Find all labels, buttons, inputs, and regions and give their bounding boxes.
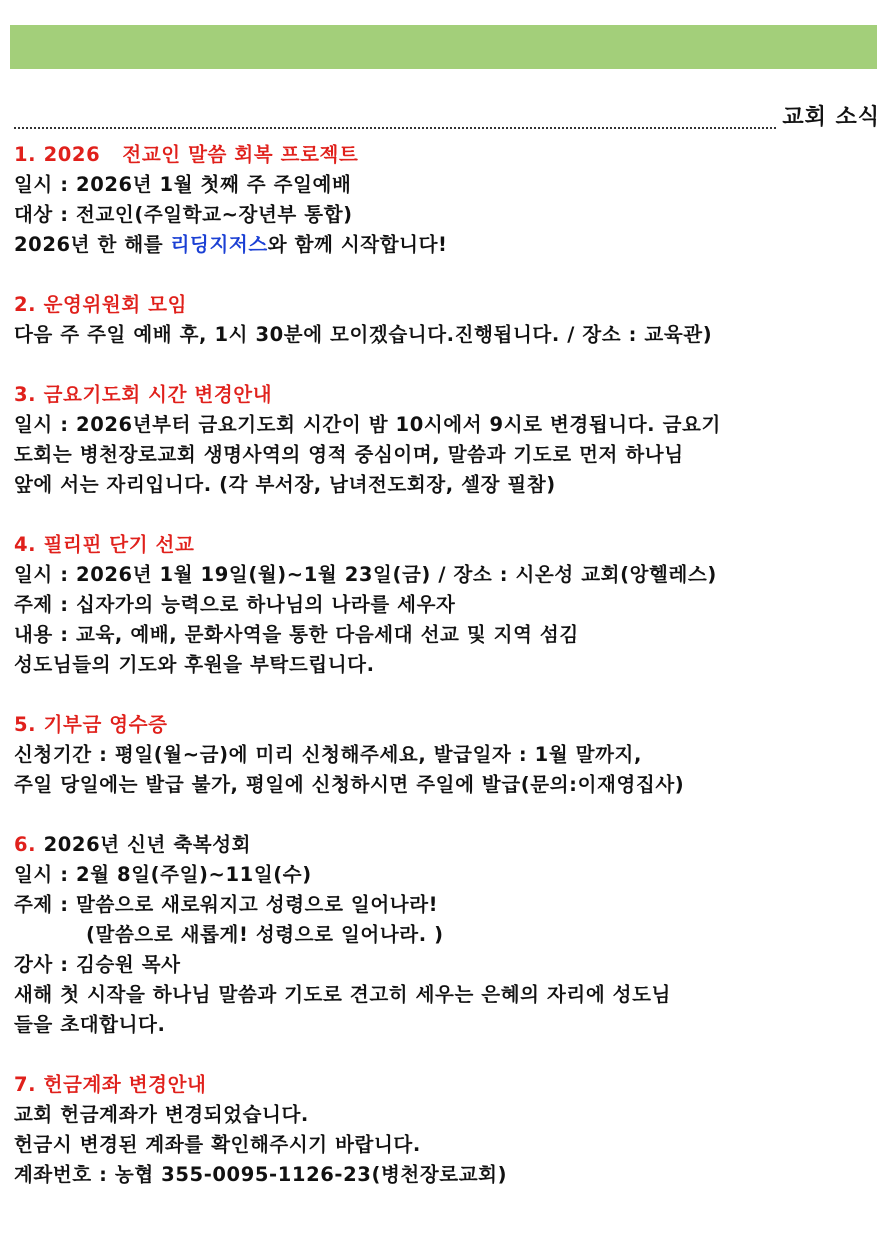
section-line: 주일 당일에는 발급 불가, 평일에 신청하시면 주일에 발급(문의:이재영집사) [14,773,685,796]
section-line: 신청기간 : 평일(월~금)에 미리 신청해주세요, 발급일자 : 1월 말까지, [14,743,642,766]
section-heading: 2. 운영위원회 모임 [14,293,188,316]
header-band [10,25,877,69]
section-line: 일시 : 2026년부터 금요기도회 시간이 밤 10시에서 9시로 변경됩니다. 금요기 [14,413,721,436]
line-text: 2026년 한 해를 [14,233,171,256]
section-line: 일시 : 2026년 1월 첫째 주 주일예배 [14,173,352,196]
section-line: 교회 헌금계좌가 변경되었습니다. [14,1103,309,1126]
news-section-2 [14,290,880,350]
section-heading: 1. 2026 전교인 말씀 회복 프로젝트 [14,143,359,166]
heading-text: 2026년 신년 축복성회 [36,833,252,856]
line-text: 와 함께 시작합니다! [267,233,448,256]
section-line: 도회는 병천장로교회 생명사역의 영적 중심이며, 말씀과 기도로 먼저 하나님 [14,443,684,466]
news-section-4 [14,530,880,680]
section-line: 주제 : 말씀으로 새로워지고 성령으로 일어나라! [14,893,439,916]
news-section-6 [14,830,880,1040]
section-line: (말씀으로 새롭게! 성령으로 일어나라. ) [86,923,444,946]
section-line: 앞에 서는 자리입니다. (각 부서장, 남녀전도회장, 셀장 필참) [14,473,556,496]
section-line: 헌금시 변경된 계좌를 확인해주시기 바랍니다. [14,1133,421,1156]
news-section-3 [14,380,880,500]
section-line: 일시 : 2월 8일(주일)~11일(수) [14,863,312,886]
section-line: 들을 초대합니다. [14,1013,166,1036]
section-heading: 7. 헌금계좌 변경안내 [14,1073,207,1096]
news-content [14,140,880,1220]
news-section-7 [14,1070,880,1190]
section-heading [14,830,880,860]
news-section-5 [14,710,880,800]
reading-jesus-highlight: 리딩지저스 [170,233,268,256]
section-line: 새해 첫 시작을 하나님 말씀과 기도로 견고히 세우는 은혜의 자리에 성도님 [14,983,671,1006]
heading-number: 6. [14,833,37,856]
news-section-1 [14,140,880,260]
page-title: 교회 소식 [778,100,880,131]
section-heading: 4. 필리핀 단기 선교 [14,533,195,556]
section-line: 내용 : 교육, 예배, 문화사역을 통한 다음세대 선교 및 지역 섬김 [14,623,579,646]
section-line: 강사 : 김승원 목사 [14,953,181,976]
section-line: 주제 : 십자가의 능력으로 하나님의 나라를 세우자 [14,593,456,616]
section-line: 대상 : 전교인(주일학교~장년부 통합) [14,203,353,226]
header-dotted-line [14,127,880,129]
section-heading: 5. 기부금 영수증 [14,713,168,736]
section-line: 다음 주 주일 예배 후, 1시 30분에 모이겠습니다.진행됩니다. / 장소 : 교육관) [14,323,713,346]
section-heading: 3. 금요기도회 시간 변경안내 [14,383,273,406]
section-line: 계좌번호 : 농협 355-0095-1126-23(병천장로교회) [14,1163,508,1186]
section-line: 일시 : 2026년 1월 19일(월)~1월 23일(금) / 장소 : 시온성 교회(앙헬레스) [14,563,717,586]
section-line: 성도님들의 기도와 후원을 부탁드립니다. [14,653,375,676]
section-line [14,230,880,260]
